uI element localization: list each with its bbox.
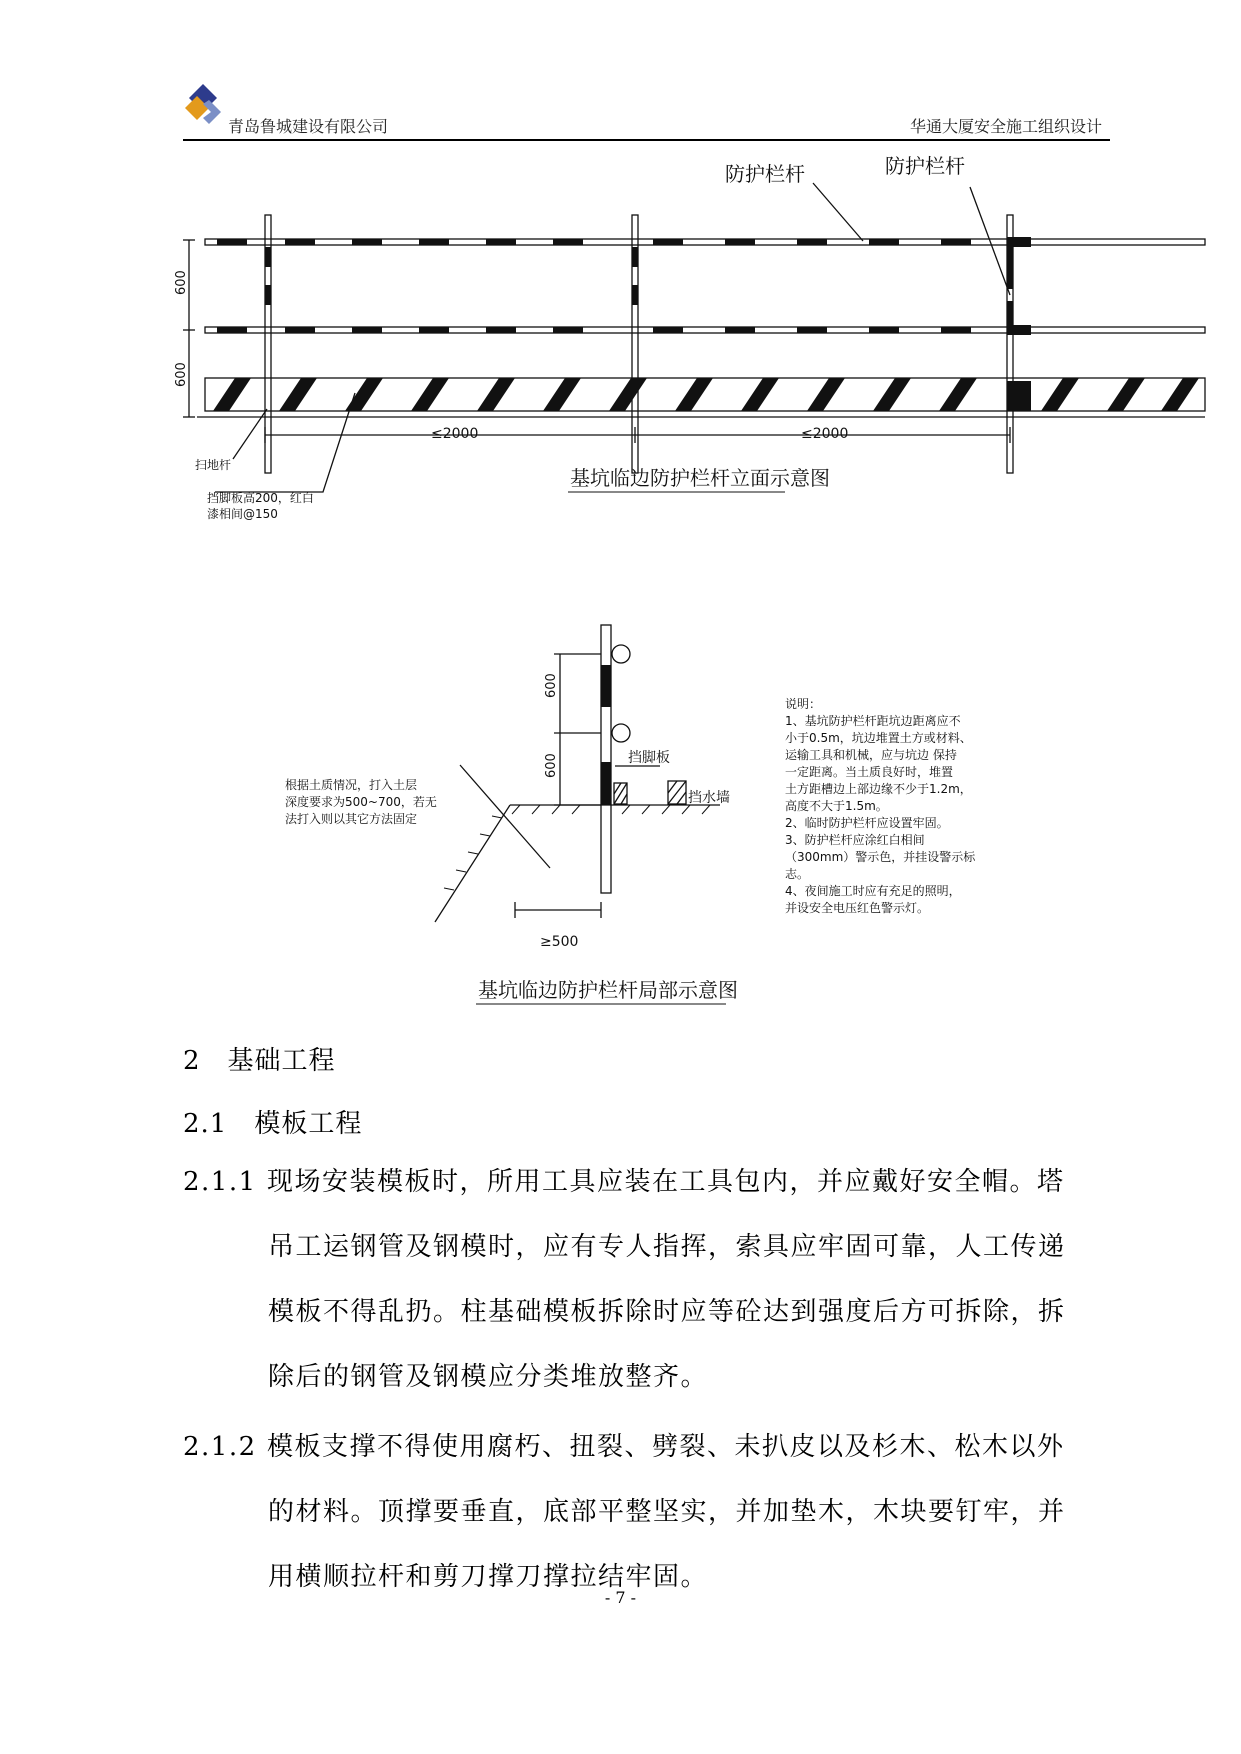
section-heading-2-1: 2.1 模板工程: [183, 1109, 363, 1139]
paragraph-line: 吊工运钢管及钢模时，应有专人指挥，索具应牢固可靠，人工传递: [268, 1232, 1066, 1262]
dim-500: ≥500: [540, 934, 579, 950]
label-toe-board-2: 漆相间@150: [207, 507, 278, 521]
note-line: 4、夜间施工时应有充足的照明，: [785, 884, 961, 898]
note-line: 一定距离。当土质良好时，堆置: [785, 765, 954, 779]
note-line: 说明：: [785, 697, 822, 711]
note-line: （300mm）警示色，并挂设警示标: [785, 850, 976, 864]
paragraph-number: 2.1.2: [183, 1432, 257, 1462]
dim-600-upper: 600: [174, 270, 189, 295]
note-line: 高度不大于1.5m。: [785, 799, 888, 813]
figure-railing-detail: [285, 620, 1010, 1010]
detail-dim-600-lower: 600: [544, 753, 559, 778]
note-line: 小于0.5m，坑边堆置土方或材料、: [785, 731, 972, 745]
detail-dim-600-upper: 600: [544, 673, 559, 698]
paragraph-number: 2.1.1: [183, 1167, 257, 1197]
label-rail-a: 防护栏杆: [725, 162, 805, 186]
notes-block: [785, 697, 976, 915]
figure1-caption: 基坑临边防护栏杆立面示意图: [570, 466, 830, 490]
company-logo: [183, 82, 225, 132]
page-header: [183, 82, 1110, 142]
note-line: 2、临时防护栏杆应设置牢固。: [785, 816, 949, 830]
label-toe-board: 挡脚板: [628, 750, 670, 766]
dim-span-right: ≤2000: [801, 426, 849, 442]
soil-note-3: 法打入则以其它方法固定: [285, 812, 418, 826]
paragraph-2-1-2: [183, 1415, 1113, 1615]
paragraph-line: 除后的钢管及钢模应分类堆放整齐。: [268, 1362, 709, 1392]
soil-note-1: 根据土质情况，打入土层: [285, 778, 418, 792]
label-water-wall: 挡水墙: [688, 790, 730, 806]
note-line: 1、基坑防护栏杆距坑边距离应不: [785, 714, 961, 728]
paragraph-2-1-1: [183, 1150, 1113, 1410]
paragraph-line: 用横顺拉杆和剪刀撑刀撑拉结牢固。: [268, 1562, 709, 1592]
dim-span-left: ≤2000: [431, 426, 479, 442]
dim-600-lower: 600: [174, 362, 189, 387]
note-line: 志。: [785, 867, 810, 881]
company-name: 青岛鲁城建设有限公司: [228, 117, 389, 136]
note-line: 3、防护栏杆应涂红白相间: [785, 833, 925, 847]
figure-railing-elevation: [174, 154, 1215, 585]
note-line: 运输工具和机械，应与坑边 保持: [785, 748, 957, 762]
header-rule: [183, 139, 1110, 141]
paragraph-first-line: 现场安装模板时，所用工具应装在工具包内，并应戴好安全帽。塔: [267, 1167, 1065, 1197]
note-line: 并设安全电压红色警示灯。: [785, 901, 930, 915]
label-sweep-rod: 扫地杆: [195, 458, 232, 472]
section-heading-2: 2 基础工程: [183, 1046, 336, 1076]
document-title: 华通大厦安全施工组织设计: [909, 117, 1102, 136]
paragraph-line: 模板不得乱扔。柱基础模板拆除时应等砼达到强度后方可拆除，拆: [268, 1297, 1066, 1327]
label-toe-board-1: 挡脚板高200，红白: [207, 491, 314, 505]
page-number: - 7 -: [604, 1588, 637, 1607]
paragraph-line: 的材料。顶撑要垂直，底部平整坚实，并加垫木，木块要钉牢，并: [268, 1497, 1066, 1527]
paragraph-first-line: 模板支撑不得使用腐朽、扭裂、劈裂、未扒皮以及杉木、松木以外: [267, 1432, 1065, 1462]
soil-note-2: 深度要求为500~700，若无: [285, 795, 437, 809]
note-line: 土方距槽边上部边缘不少于1.2m，: [785, 782, 972, 796]
figure2-caption: 基坑临边防护栏杆局部示意图: [478, 978, 738, 1002]
label-rail-b: 防护栏杆: [885, 154, 965, 178]
